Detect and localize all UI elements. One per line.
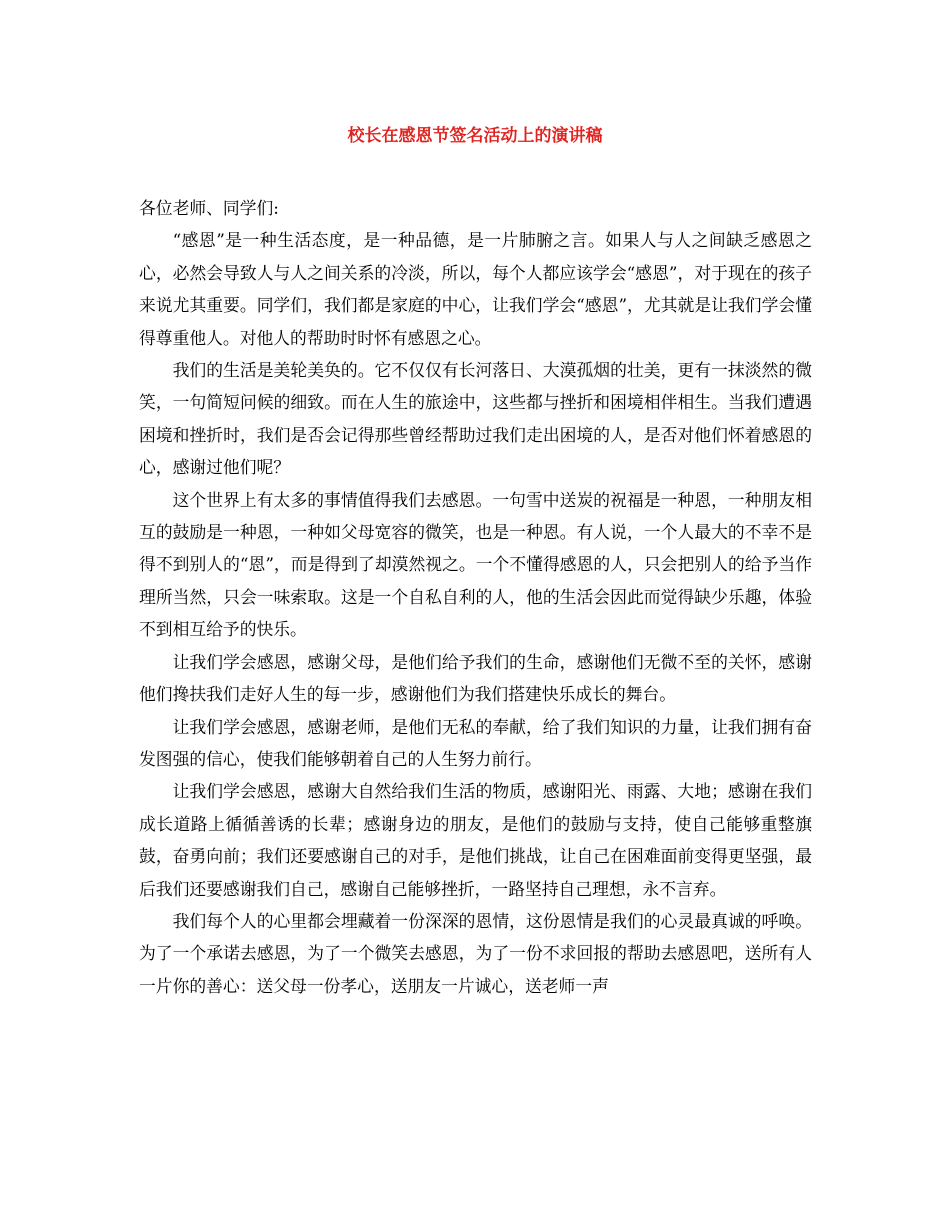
paragraph: 让我们学会感恩，感谢老师，是他们无私的奉献，给了我们知识的力量，让我们拥有奋发图强的信心，使我们能够朝着自己的人生努力前行。	[139, 716, 812, 769]
paragraph: 让我们学会感恩，感谢父母，是他们给予我们的生命，感谢他们无微不至的关怀，感谢他们搀扶我们走好人生的每一步，感谢他们为我们搭建快乐成长的舞台。	[139, 651, 812, 705]
paragraph: “感恩”是一种生活态度，是一种品德，是一片肺腑之言。如果人与人之间缺乏感恩之心，必然会导致人与人之间关系的冷淡，所以，每个人都应该学会“感恩”，对于现在的孩子来说尤其重要。同学们，我们都是家庭的中心，让我们学会“感恩”，尤其就是让我们学会懂得尊重他人。对他人的帮助时时怀有感恩之心。	[139, 230, 812, 348]
paragraph: 让我们学会感恩，感谢大自然给我们生活的物质，感谢阳光、雨露、大地；感谢在我们成长道路上循循善诱的长辈；感谢身边的朋友，是他们的鼓励与支持，使自己能够重整旗鼓，奋勇向前；我们还要感谢自己的对手，是他们挑战，让自己在困难面前变得更坚强，最后我们还要感谢我们自己，感谢自己能够挫折，一路坚持自己理想，永不言弃。	[139, 781, 812, 899]
greeting: 各位老师、同学们:	[139, 198, 279, 218]
paragraph: 我们每个人的心里都会埋藏着一份深深的恩情，这份恩情是我们的心灵最真诚的呼唤。为了一个承诺去感恩，为了一个微笑去感恩，为了一份不求回报的帮助去感恩吧，送所有人一片你的善心：送父母一份孝心，送朋友一片诚心，送老师一声	[139, 910, 812, 996]
paragraph: 这个世界上有太多的事情值得我们去感恩。一句雪中送炭的祝福是一种恩，一种朋友相互的鼓励是一种恩，一种如父母宽容的微笑，也是一种恩。有人说，一个人最大的不幸不是得不到别人的“恩”，而是得到了却漠然视之。一个不懂得感恩的人，只会把别人的给予当作理所当然，只会一味索取。这是一个自私自利的人，他的生活会因此而觉得缺少乐趣，体验不到相互给予的快乐。	[139, 489, 812, 640]
document-title: 校长在感恩节签名活动上的演讲稿	[347, 126, 603, 146]
document-body	[139, 192, 812, 1002]
paragraph: 我们的生活是美轮美奂的。它不仅仅有长河落日、大漠孤烟的壮美，更有一抹淡然的微笑，一句简短问候的细致。而在人生的旅途中，这些都与挫折和困境相伴相生。当我们遭遇困境和挫折时，我们是否会记得那些曾经帮助过我们走出困境的人，是否对他们怀着感恩的心，感谢过他们呢？	[139, 360, 812, 478]
